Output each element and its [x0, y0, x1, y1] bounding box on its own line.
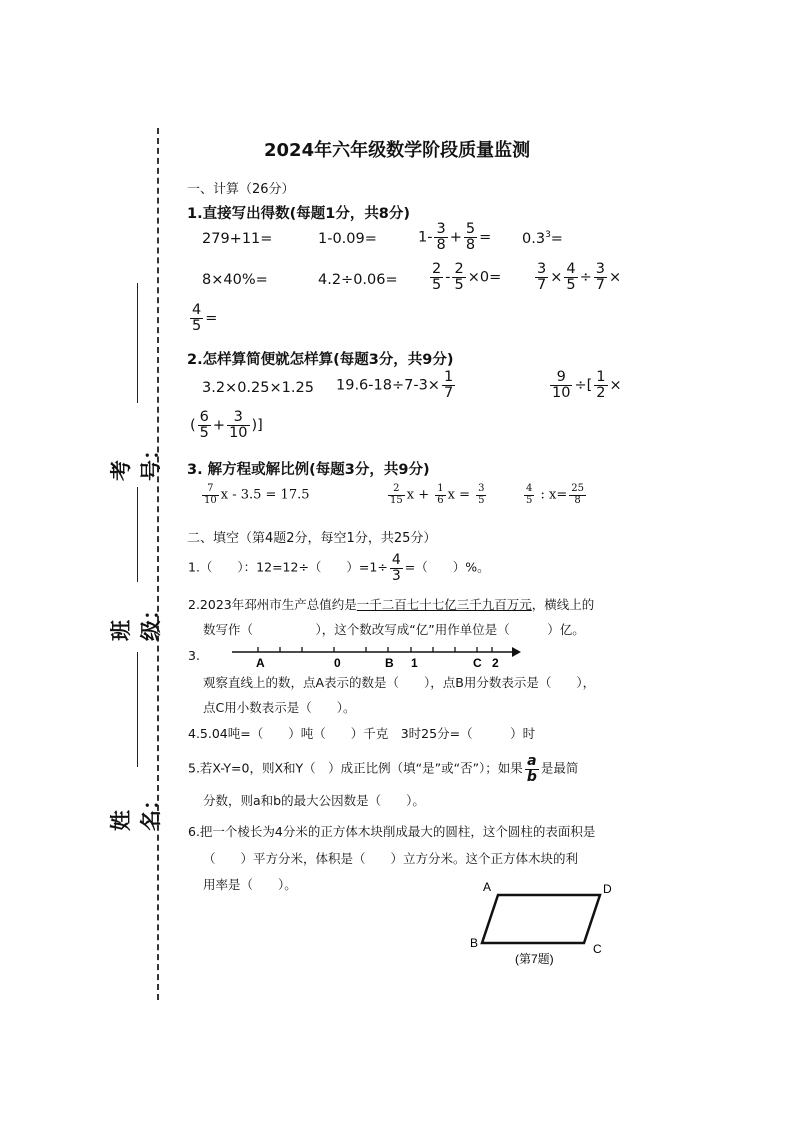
q1f: 4.2÷0.06= [318, 272, 398, 288]
q2b: 19.6-18÷7-3× $\frac{1}{7}$ [336, 369, 454, 402]
parallelogram-figure [465, 875, 615, 975]
figure-caption: (第7题) [515, 952, 554, 966]
fill-q2-line2: 数写作（ ），这个数改写成“亿”用作单位是（ ）亿。 [203, 622, 585, 637]
fill-q3-label: 3. [188, 648, 200, 663]
name-blank-line [137, 652, 138, 767]
number-line-point-label: C [473, 656, 482, 670]
fill-q5-line2: 分数，则a和b的最大公因数是（ ）。 [203, 793, 425, 808]
q1b: 1-0.09= [318, 231, 377, 247]
fill-q4: 4.5.04吨=（ ）吨（ ）千克 3时25分=（ ）时 [188, 726, 536, 741]
fill-q3-line1: 观察直线上的数，点A表示的数是（ ），点B用分数表示是（ ）， [203, 675, 596, 690]
number-line-point-label: 0 [334, 656, 341, 670]
q1h-continued: $\frac{4}{5}$ = [192, 302, 218, 335]
class-blank-line [137, 487, 138, 582]
page-title: 2024年六年级数学阶段质量监测 [264, 140, 531, 161]
vertex-label-c: C [593, 942, 602, 956]
q3-heading: 3. 解方程或解比例(每题3分，共9分) [187, 462, 430, 478]
fill-q5-line1: 5.若X-Y=0，则X和Y（ ）成正比例（填“是”或“否”）；如果 $\frac{a}{b}$ 是最简 [188, 753, 579, 785]
q2-heading: 2.怎样算简便就怎样算(每题3分，共9分) [187, 352, 454, 368]
q1c: 1- $\frac{3}{8}$ + $\frac{5}{8}$ = [418, 221, 492, 254]
number-line-point-label: 2 [492, 656, 499, 670]
number-line-point-label: A [256, 656, 265, 670]
q3a: $\frac{7}{10}$ x - 3.5 = 17.5 [204, 483, 310, 506]
q1h: $\frac{3}{7}$ × $\frac{4}{5}$ ÷ $\frac{3}{7}$ × [537, 261, 622, 294]
binding-dashed-line [157, 128, 159, 1000]
number-line-point-label: 1 [411, 656, 418, 670]
q2c: $\frac{9}{10}$ ÷[ $\frac{1}{2}$ × [552, 369, 622, 402]
fill-q1: 1.（ ）：12=12÷（ ）=1÷ $\frac{4}{3}$ =（ ）%。 [188, 552, 490, 584]
fill-q6-line2: （ ）平方分米，体积是（ ）立方分米。这个正方体木块的利 [203, 851, 579, 866]
q1-heading: 1.直接写出得数(每题1分，共8分) [187, 206, 411, 222]
vertex-label-a: A [483, 880, 492, 894]
fill-q6-line1: 6.把一个棱长为4分米的正方体木块削成最大的圆柱，这个圆柱的表面积是 [188, 824, 596, 839]
number-line-point-label: B [385, 656, 394, 670]
fill-q6-line3: 用率是（ ）。 [203, 877, 297, 892]
fill-q2-line1: 2.2023年邳州市生产总值约是一千二百七十七亿三千九百万元，横线上的 [188, 597, 595, 612]
q3b: $\frac{2}{15}$ x + $\frac{1}{6}$ x = $\frac{3}{5}$ [390, 483, 485, 506]
q1g: $\frac{2}{5}$ - $\frac{2}{5}$ ×0= [432, 261, 502, 294]
name-label: 姓名： [108, 789, 163, 831]
vertex-label-d: D [603, 882, 612, 896]
id-label: 考号： [108, 439, 163, 481]
q1e: 8×40%= [202, 272, 268, 288]
id-blank-line [137, 283, 138, 403]
q1d: $0.3^3=$ [522, 230, 563, 247]
section-heading-calculation: 一、计算（26分） [187, 182, 295, 197]
fill-q3-line2: 点C用小数表示是（ ）。 [203, 700, 356, 715]
number-line [230, 640, 522, 670]
q2a: 3.2×0.25×1.25 [202, 380, 314, 396]
number-line-arrow [512, 647, 521, 657]
q1a: 279+11= [202, 231, 273, 247]
class-label: 班级： [108, 599, 163, 641]
q3c: $\frac{4}{5}$ : x= $\frac{25}{8}$ [526, 483, 584, 506]
section-heading-fill-in: 二、填空（第4题2分，每空1分，共25分） [187, 531, 437, 546]
parallelogram-shape [482, 895, 600, 943]
q2c-continued: ( $\frac{6}{5}$ + $\frac{3}{10}$ )] [190, 409, 263, 442]
vertex-label-b: B [470, 936, 479, 950]
